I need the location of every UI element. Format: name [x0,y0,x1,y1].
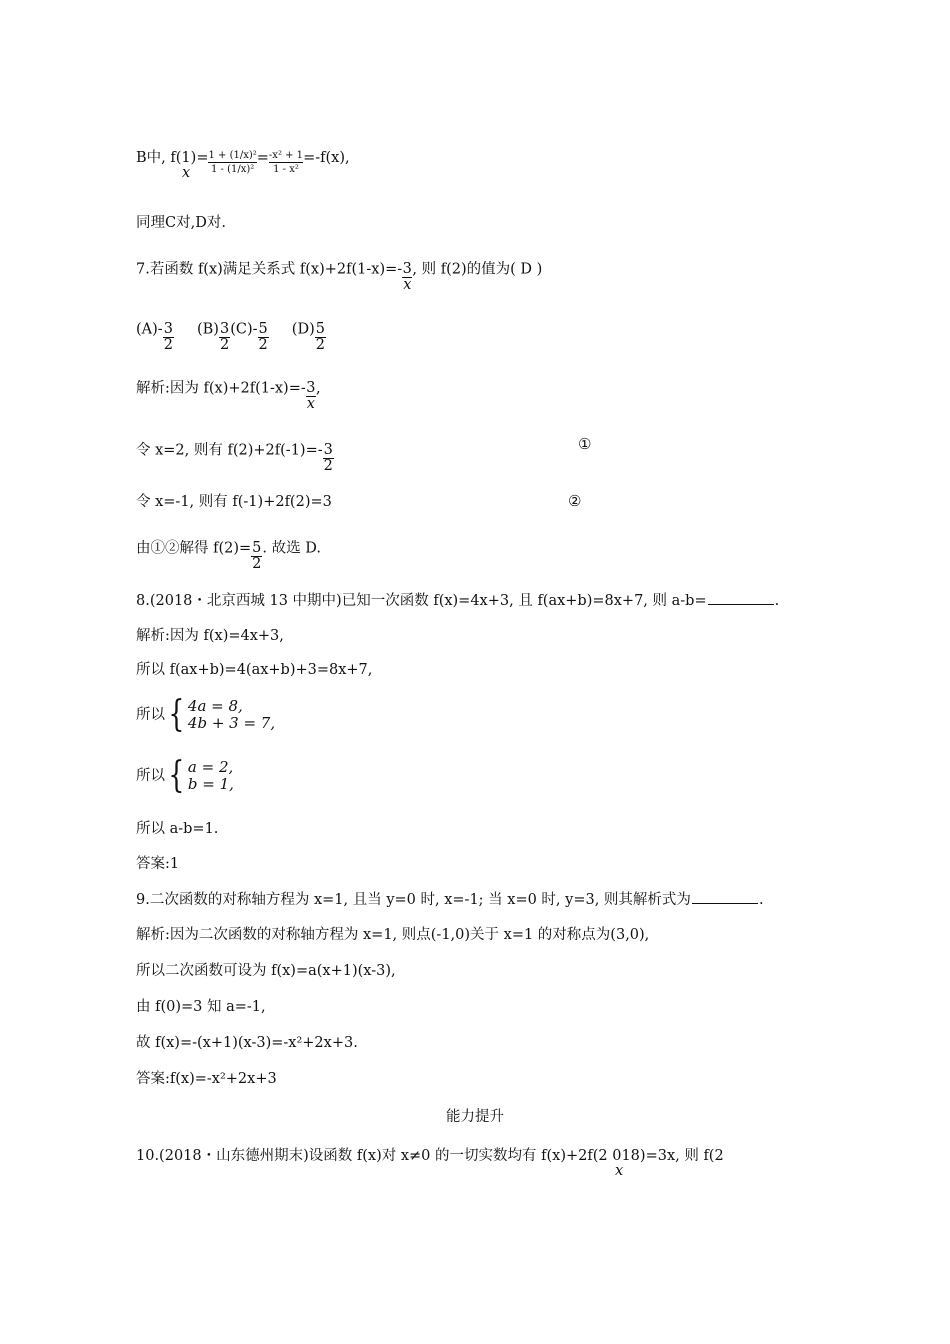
circle-2-marker: ② [568,492,582,510]
fraction: $\frac{3}{x}$ [402,261,412,293]
option-a: (A)- [136,321,163,338]
section-heading: 能力提升 [446,1109,504,1125]
q7-solution-2: 令 x=2, 则有 f(2)+2f(-1)=- $\frac{3}{2}$ [136,442,333,474]
q9-solution-2: 所以二次函数可设为 f(x)=a(x+1)(x-3), [136,963,396,979]
similar-line: 同理C对,D对. [136,215,226,231]
option-c: (C)- [230,321,258,338]
q9-answer: 答案:f(x)=-x²+2x+3 [136,1071,277,1087]
equation-system: { a = 2, b = 1, [168,755,234,796]
q8-solution-4: 所以{ a = 2, b = 1, [136,755,234,796]
q9-solution-3: 由 f(0)=3 知 a=-1, [136,999,266,1015]
fraction: (1) x [175,150,197,181]
question-10: 10.(2018・山东德州期末)设函数 f(x)对 x≠0 的一切实数均有 f(x)+2f( 2 018 x )=3x, 则 f(2 [136,1148,724,1179]
option-d: (D) [291,321,315,338]
solution-b-line: B中, f (1) x = $\frac{\text{1 + (1/x)²}}{\text{1 - (1/x)²}}$ = $\frac{\text{-x² + 1}}{\text{1 - x²}}$ =-f(x), [136,149,350,181]
question-9: 9.二次函数的对称轴方程为 x=1, 且当 y=0 时, x=-1; 当 x=0 时, y=3, 则其解析式为 . [136,889,764,910]
fraction: $\frac{\text{1 + (1/x)²}}{\text{1 - (1/x)²}}$ [208,149,257,175]
q8-answer: 答案:1 [136,856,180,872]
q9-solution-4: 故 f(x)=-(x+1)(x-3)=-x²+2x+3. [136,1035,358,1051]
fraction: $\frac{\text{-x² + 1}}{\text{1 - x²}}$ [268,149,304,175]
question-7-options: (A)- $\frac{3}{2}$ (B) $\frac{3}{2}$ (C)- $\frac{5}{2}$ (D) $\frac{5}{2}$ [136,321,325,353]
q9-solution-1: 解析:因为二次函数的对称轴方程为 x=1, 则点(-1,0)关于 x=1 的对称点为(3,0), [136,927,650,943]
q8-solution-1: 解析:因为 f(x)=4x+3, [136,628,284,644]
question-8: 8.(2018・北京西城 13 中期中)已知一次函数 f(x)=4x+3, 且 f(ax+b)=8x+7, 则 a-b= . [136,590,779,611]
q7-solution-3: 令 x=-1, 则有 f(-1)+2f(2)=3 [136,494,332,510]
answer-blank [708,590,774,605]
equation-system: { 4a = 8, 4b + 3 = 7, [168,694,276,735]
q8-solution-2: 所以 f(ax+b)=4(ax+b)+3=8x+7, [136,662,373,678]
q8-solution-3: 所以{ 4a = 8, 4b + 3 = 7, [136,694,276,735]
circle-1-marker: ① [578,435,592,453]
q8-solution-5: 所以 a-b=1. [136,821,219,837]
answer-blank [692,889,758,904]
text: B中, f [136,150,176,166]
q7-solution-1: 解析:因为 f(x)+2f(1-x)=- $\frac{3}{x}$ , [136,380,321,412]
question-7: 7.若函数 f(x)满足关系式 f(x)+2f(1-x)=- $\frac{3}{x}$ , 则 f(2)的值为( D ) [136,261,543,293]
q7-solution-4: 由①②解得 f(2)= $\frac{5}{2}$ . 故选 D. [136,540,321,572]
option-b: (B) [196,321,219,338]
